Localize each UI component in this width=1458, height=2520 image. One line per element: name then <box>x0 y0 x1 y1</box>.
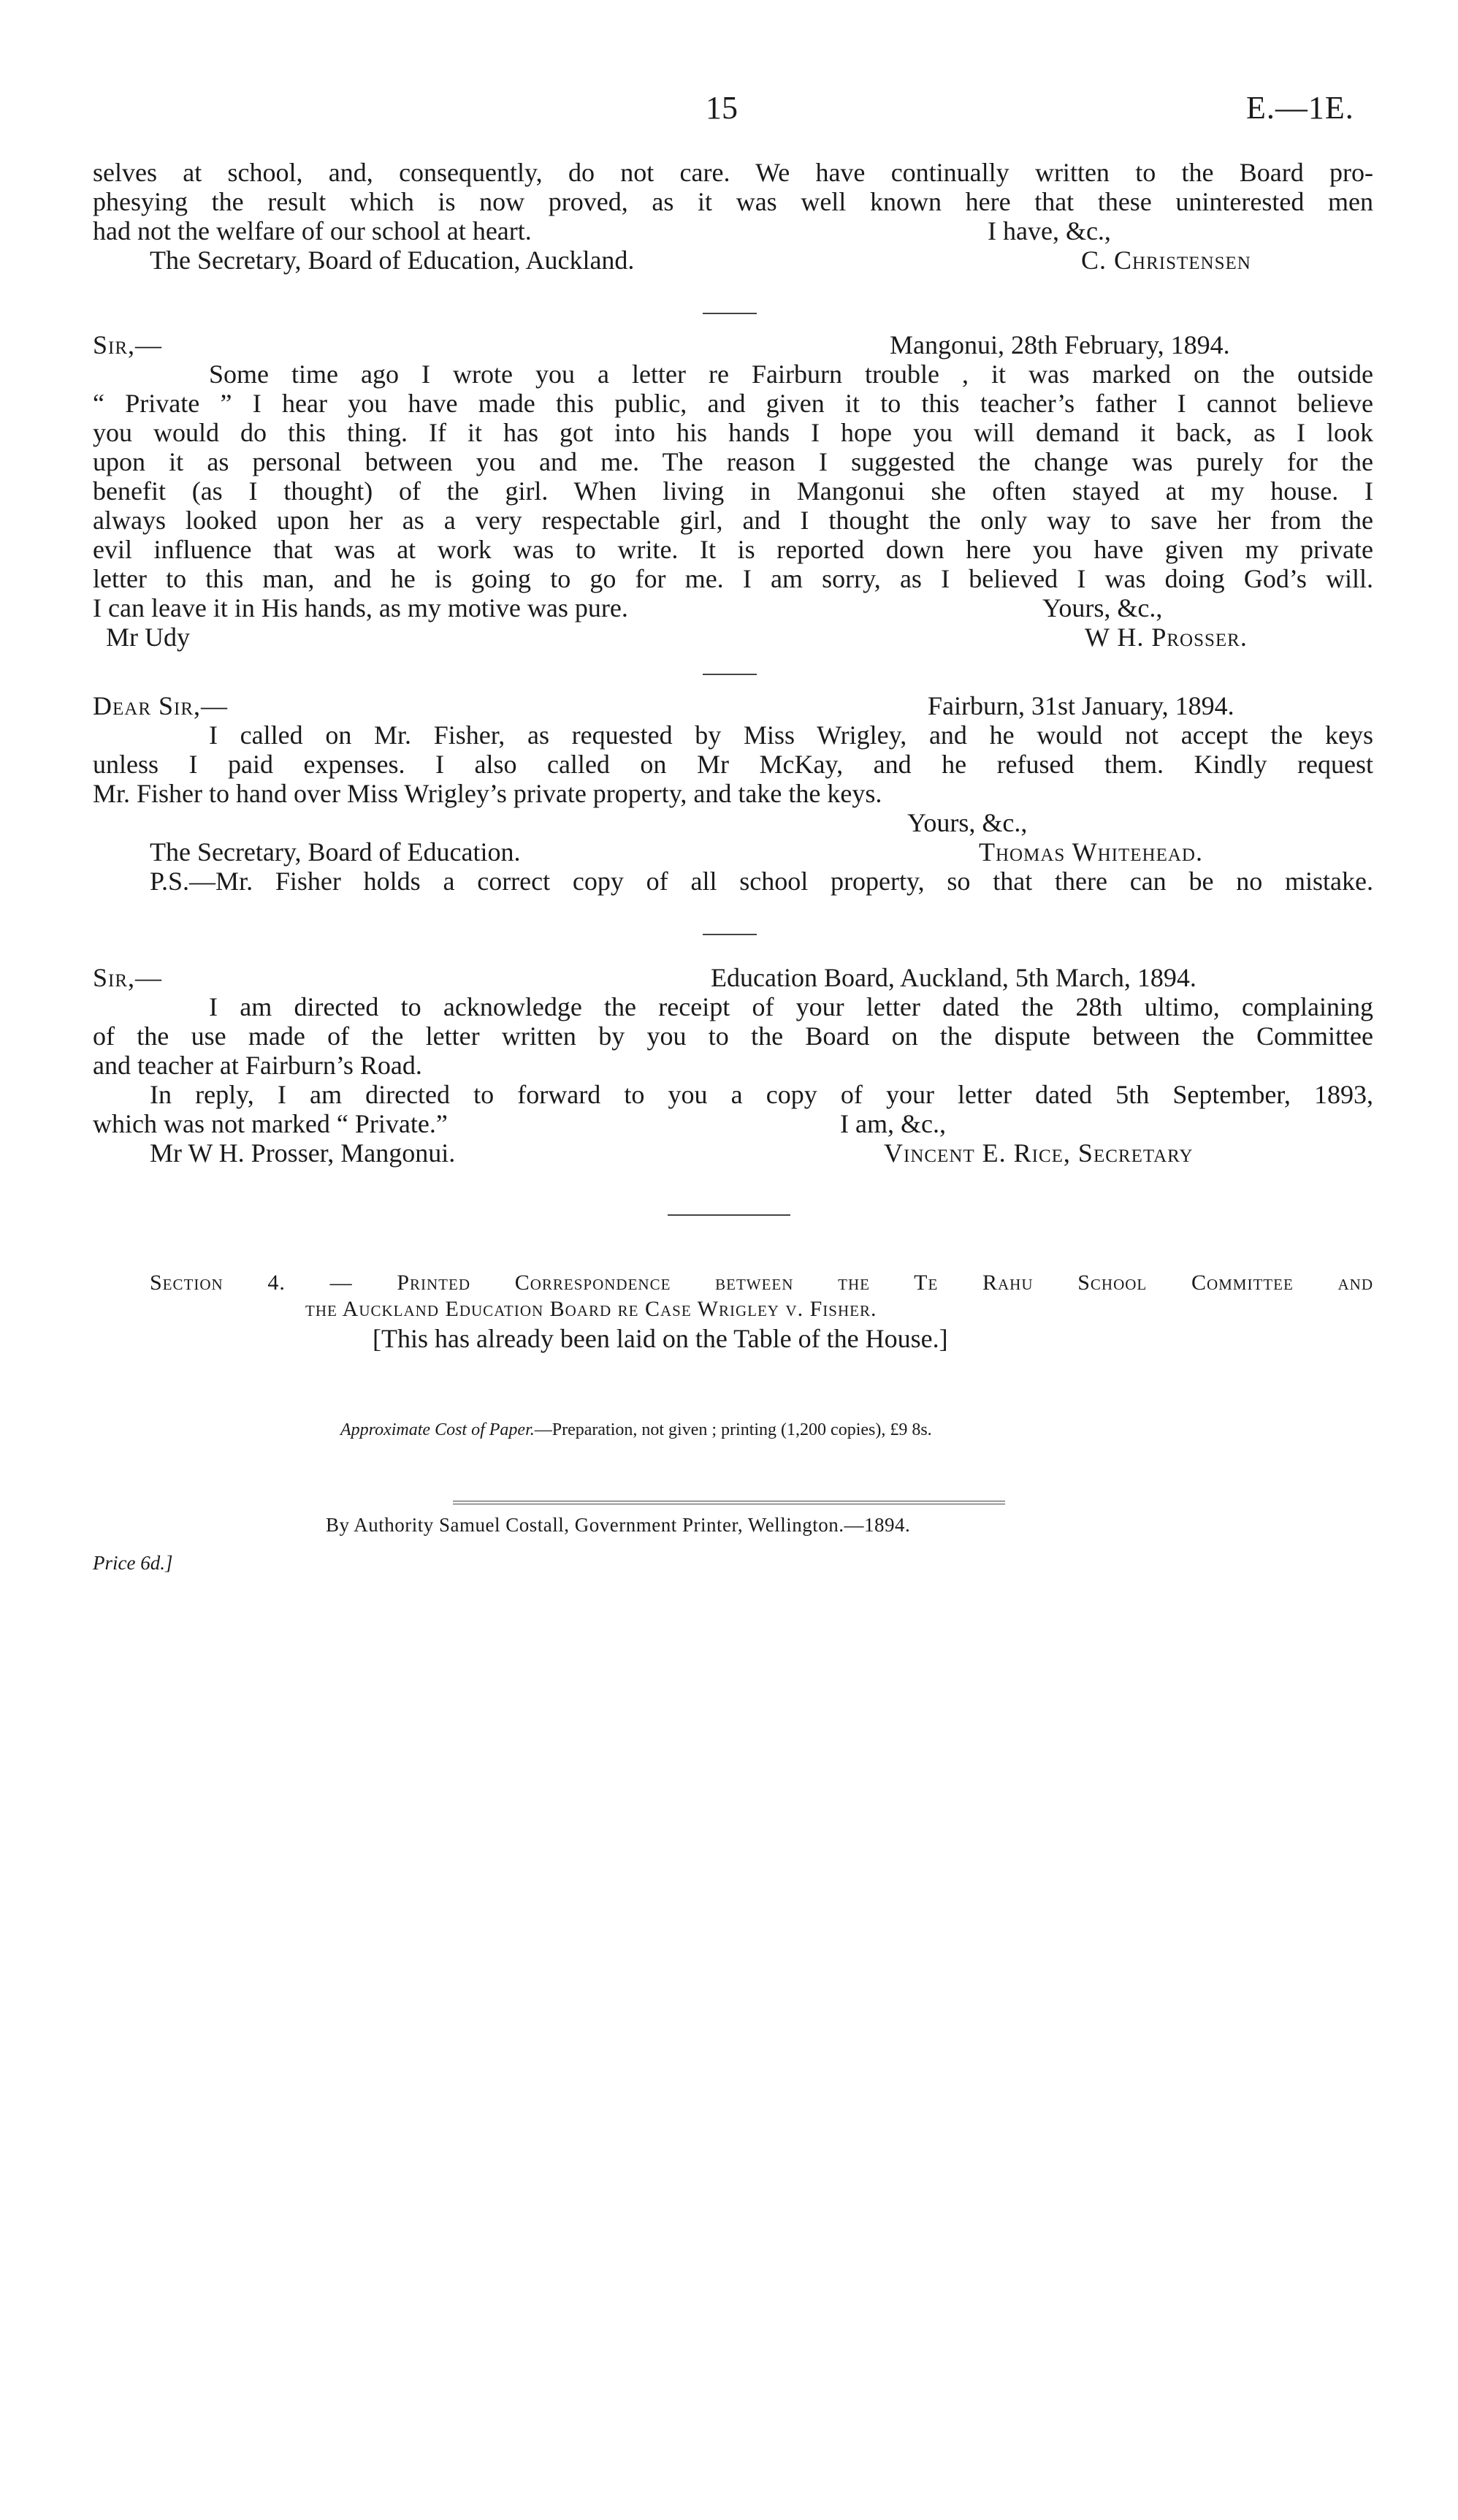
letter2-line: evil influence that was at work was to write. It is reported down here you have given my private <box>93 535 1373 564</box>
letter4-closing: I am, &c., <box>840 1109 946 1138</box>
letter3-line: I called on Mr. Fisher, as requested by Miss Wrigley, and he would not accept the keys <box>209 720 1373 750</box>
letter1-signature: C. Christensen <box>1081 245 1251 275</box>
section-divider <box>668 1214 790 1216</box>
letter3-closing: Yours, &c., <box>907 808 1028 837</box>
section4-note: [This has already been laid on the Table of the House.] <box>373 1324 948 1353</box>
letter2-line: Some time ago I wrote you a letter re Fairburn trouble , it was marked on the outside <box>209 359 1373 389</box>
letter2-line: I can leave it in His hands, as my motive was pure. <box>93 593 628 623</box>
divider <box>703 313 757 314</box>
cost-of-paper <box>340 1420 932 1440</box>
letter4-line: of the use made of the letter written by you to the Board on the dispute between the Committee <box>93 1021 1373 1051</box>
letter4-line: and teacher at Fairburn’s Road. <box>93 1051 422 1080</box>
letter2-line: you would do this thing. If it has got into his hands I hope you will demand it back, as I look <box>93 418 1373 447</box>
price: Price 6d.] <box>93 1552 173 1574</box>
letter2-line: benefit (as I thought) of the girl. When living in Mangonui she often stayed at my house. I <box>93 476 1373 506</box>
letter3-salutation: Dear Sir,— <box>93 691 229 720</box>
document-reference: E.—1E. <box>1246 90 1354 126</box>
letter3-line: unless I paid expenses. I also called on Mr McKay, and he refused them. Kindly request <box>93 750 1373 779</box>
letter1-line: phesying the result which is now proved, as it was well known here that these uninterested men <box>93 187 1373 216</box>
letter2-place-date: Mangonui, 28th February, 1894. <box>890 330 1230 359</box>
page-number: 15 <box>706 90 738 126</box>
divider <box>703 934 757 935</box>
letter4-salutation: Sir,— <box>93 963 163 992</box>
letter1-closing: I have, &c., <box>988 216 1111 245</box>
letter4-reply-line: which was not marked “ Private.” <box>93 1109 448 1138</box>
letter4-place-date: Education Board, Auckland, 5th March, 1894. <box>711 963 1196 992</box>
letter2-line: always looked upon her as a very respectable girl, and I thought the only way to save her from the <box>93 506 1373 535</box>
section4-heading-line: Section 4. — Printed Correspondence between the Te Rahu School Committee and <box>150 1271 1373 1295</box>
letter1-addressee: The Secretary, Board of Education, Auckland. <box>150 245 635 275</box>
letter1-line: selves at school, and, consequently, do not care. We have continually written to the Board pro- <box>93 158 1373 187</box>
letter2-signature: W H. Prosser. <box>1085 623 1248 652</box>
letter1-line: had not the welfare of our school at heart. <box>93 216 532 245</box>
letter4-line: I am directed to acknowledge the receipt of your letter dated the 28th ultimo, complaining <box>209 992 1373 1021</box>
letter2-closing: Yours, &c., <box>1042 593 1163 623</box>
letter2-addressee: Mr Udy <box>106 623 190 652</box>
letter3-addressee: The Secretary, Board of Education. <box>150 837 521 867</box>
printer-authority: By Authority Samuel Costall, Government Printer, Wellington.—1894. <box>326 1514 911 1536</box>
letter4-addressee: Mr W H. Prosser, Mangonui. <box>150 1138 456 1168</box>
letter2-line: “ Private ” I hear you have made this public, and given it to this teacher’s father I cannot believe <box>93 389 1373 418</box>
cost-text: —Preparation, not given ; printing (1,200 copies), £9 8s. <box>534 1420 932 1439</box>
letter3-place-date: Fairburn, 31st January, 1894. <box>928 691 1234 720</box>
letter2-line: upon it as personal between you and me. The reason I suggested the change was purely for the <box>93 447 1373 476</box>
cost-label: Approximate Cost of Paper. <box>340 1420 535 1439</box>
letter3-postscript: P.S.—Mr. Fisher holds a correct copy of all school property, so that there can be no mistake. <box>150 867 1373 896</box>
letter2-salutation: Sir,— <box>93 330 163 359</box>
letter3-signature: Thomas Whitehead. <box>979 837 1203 867</box>
letter2-line: letter to this man, and he is going to go for me. I am sorry, as I believed I was doing God’s will. <box>93 564 1373 593</box>
letter4-reply-line: In reply, I am directed to forward to you a copy of your letter dated 5th September, 1893, <box>150 1080 1373 1109</box>
section4-heading-line: the Auckland Education Board re Case Wrigley v. Fisher. <box>305 1297 877 1321</box>
letter4-signature: Vincent E. Rice, Secretary <box>884 1138 1194 1168</box>
letter3-line: Mr. Fisher to hand over Miss Wrigley’s private property, and take the keys. <box>93 779 882 808</box>
divider <box>703 674 757 675</box>
